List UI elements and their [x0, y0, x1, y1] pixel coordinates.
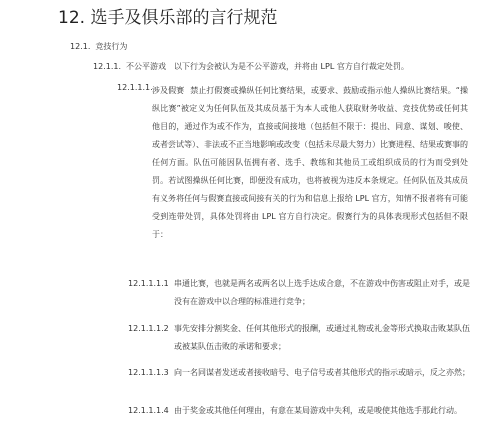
item-number: 12.1.1.1.2 — [128, 324, 169, 333]
item-number: 12.1.1.1.1 — [128, 279, 169, 288]
item-text: 串通比赛，也就是两名或两名以上选手达成合意，不在游戏中伤害或阻止对手，或是没有在游戏中以合理的标准进行竞争； — [174, 279, 470, 306]
item-text: 由于奖金或其他任何理由，有意在某局游戏中失利，或是唆使其他选手那此行动。 — [174, 406, 462, 415]
item-text: 事先安排分割奖金、任何其他形式的报酬，或通过礼物或礼金等形式换取击败某队伍或被某队伍击败的承诺和要求； — [174, 324, 470, 351]
subsection-paragraph — [93, 61, 409, 73]
item-number: 12.1.1.1.4 — [128, 406, 169, 415]
subsection-title: 不公平游戏 — [126, 62, 166, 71]
subsection-number: 12.1.1. — [93, 62, 121, 71]
clause-text: 禁止打假赛或操纵任何比赛结果，或要求、鼓励或指示他人操纵比赛结果。“操纵比赛”被定义为任何队伍及其成员基于为本人或他人获取财务收益、竞技优势或任何其他目的，通过作为或不作为，直接或间接地（包括但不限于：提出、同意、谋划、唆使、或者尝试等）、非法或不正当地影响或改变（包括未尽最大努力）比赛进程、结果或赛事的任何方面。队伍可能因队伍拥有者、选手、教练和其他员工或组织成员的行为而受到处罚。若试图操纵任何比赛，即便没有成功，也将被视为违反本条规定。任何队伍及其成员有义务将任何与假赛直接或间接有关的行为和信息上报给 LPL 官方，知情不报者将有可能受到连带处罚，具体处罚将由 LPL 官方自行决定。假赛行为的具体表现形式包括但不限于： — [152, 86, 468, 239]
clause-paragraph — [152, 82, 468, 244]
item-number: 12.1.1.1.3 — [128, 368, 169, 377]
section-number: 12.1. — [70, 42, 91, 51]
chapter-heading: 12. 选手及俱乐部的言行规范 — [58, 8, 278, 28]
subsection-text: 以下行为会被认为是不公平游戏，并将由 LPL 官方自行裁定处罚。 — [174, 62, 409, 71]
section-title: 竞技行为 — [95, 42, 128, 51]
clause-number: 12.1.1.1. — [117, 83, 153, 92]
clause-title: 涉及假赛 — [152, 86, 185, 95]
item-text: 向一名同谋者发送或者接收暗号、电子信号或者其他形式的指示或暗示，反之亦然； — [174, 368, 470, 377]
section-heading — [70, 41, 127, 53]
